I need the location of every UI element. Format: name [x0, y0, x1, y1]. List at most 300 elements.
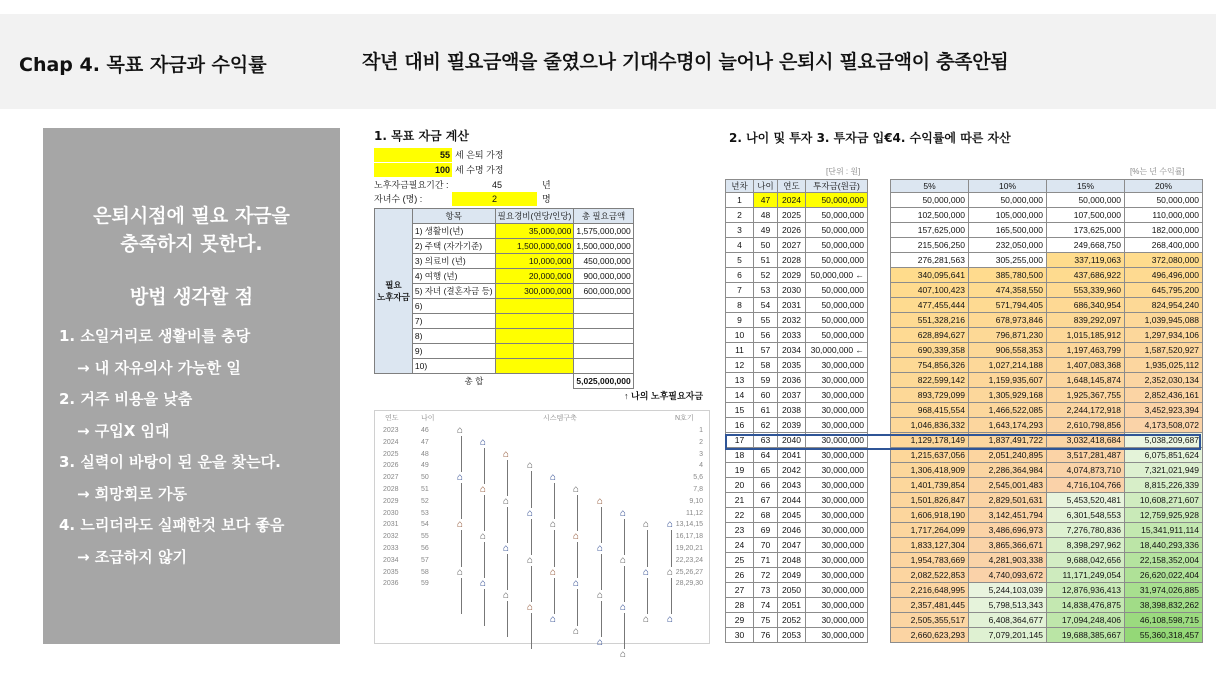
- side-list-item: → 구입X 임대: [77, 421, 170, 440]
- returns-cell: 5,244,103,039: [969, 583, 1047, 598]
- row-year-index: 11: [726, 343, 754, 358]
- returns-cell: 3,517,281,487: [1047, 448, 1125, 463]
- returns-cell: 18,440,293,336: [1125, 538, 1203, 553]
- required-item-total: 600,000,000: [574, 284, 633, 299]
- returns-cell: 7,321,021,949: [1125, 463, 1203, 478]
- returns-row: [891, 358, 1203, 373]
- required-item-name: 8): [412, 329, 495, 344]
- returns-cell: 2,244,172,918: [1047, 403, 1125, 418]
- row-year-index: 24: [726, 538, 754, 553]
- required-row: [375, 239, 634, 254]
- row-age: 74: [754, 598, 778, 613]
- row-age: 68: [754, 508, 778, 523]
- house-icon: ⌂: [503, 448, 510, 460]
- row-year: 2045: [778, 508, 806, 523]
- house-icon: ⌂: [573, 578, 580, 590]
- returns-cell: 754,856,326: [891, 358, 969, 373]
- returns-cell: 2,852,436,161: [1125, 388, 1203, 403]
- required-item-total: [574, 299, 633, 314]
- row-investment[interactable]: 30,000,000: [806, 448, 868, 463]
- returns-cell: 2,216,648,995: [891, 583, 969, 598]
- schedule-n: 7,8: [693, 486, 703, 493]
- returns-row: [891, 568, 1203, 583]
- returns-cell: 4,173,508,072: [1125, 418, 1203, 433]
- row-investment[interactable]: 30,000,000: [806, 628, 868, 643]
- investment-row: [726, 343, 868, 358]
- house-icon: ⌂: [527, 460, 534, 472]
- investment-row: [726, 463, 868, 478]
- investment-row: [726, 253, 868, 268]
- row-investment[interactable]: 30,000,000 ←: [806, 343, 868, 358]
- returns-cell: 11,171,249,054: [1047, 568, 1125, 583]
- house-icon: ⌂: [550, 613, 557, 625]
- investment-row: [726, 388, 868, 403]
- row-investment[interactable]: 30,000,000: [806, 418, 868, 433]
- returns-cell: 7,276,780,836: [1047, 523, 1125, 538]
- returns-cell: 14,838,476,875: [1047, 598, 1125, 613]
- investment-row: [726, 298, 868, 313]
- house-icon: ⌂: [573, 484, 580, 495]
- required-item-cost[interactable]: [495, 344, 574, 359]
- investment-row: [726, 238, 868, 253]
- row-age: 73: [754, 583, 778, 598]
- row-age: 59: [754, 373, 778, 388]
- returns-cell: 110,000,000: [1125, 208, 1203, 223]
- row-year-index: 20: [726, 478, 754, 493]
- row-year: 2043: [778, 478, 806, 493]
- row-investment[interactable]: 30,000,000: [806, 613, 868, 628]
- row-investment[interactable]: 30,000,000: [806, 568, 868, 583]
- row-year-index: 23: [726, 523, 754, 538]
- required-item-total: 1,575,000,000: [574, 224, 633, 239]
- returns-row: [891, 448, 1203, 463]
- returns-cell: 3,865,366,671: [969, 538, 1047, 553]
- investment-row: [726, 478, 868, 493]
- row-age: 61: [754, 403, 778, 418]
- row-investment[interactable]: 50,000,000: [806, 193, 868, 208]
- required-row: [375, 314, 634, 329]
- returns-cell: 102,500,000: [891, 208, 969, 223]
- returns-cell: 337,119,063: [1047, 253, 1125, 268]
- timeline-arrow: [601, 601, 602, 637]
- required-row: [375, 269, 634, 284]
- timeline-arrow: [461, 578, 462, 614]
- returns-cell: 249,668,750: [1047, 238, 1125, 253]
- investment-row: [726, 208, 868, 223]
- returns-cell: 107,500,000: [1047, 208, 1125, 223]
- returns-cell: 6,075,851,624: [1125, 448, 1203, 463]
- returns-cell: 645,795,200: [1125, 283, 1203, 298]
- returns-row: [891, 193, 1203, 208]
- schedule-n: 4: [699, 462, 703, 470]
- headline: 작년 대비 필요금액을 줄였으나 기대수명이 늘어나 은퇴시 필요금액이 충족안됨: [362, 51, 1009, 73]
- investment-row: [726, 448, 868, 463]
- row-year: 2040: [778, 433, 806, 448]
- returns-cell: 553,339,960: [1047, 283, 1125, 298]
- returns-cell: 50,000,000: [1125, 193, 1203, 208]
- row-investment[interactable]: 30,000,000: [806, 388, 868, 403]
- row-age: 67: [754, 493, 778, 508]
- required-item-cost[interactable]: 1,500,000,000: [495, 239, 574, 254]
- schedule-age: 51: [421, 486, 429, 493]
- row-year-index: 25: [726, 553, 754, 568]
- row-investment[interactable]: 50,000,000 ←: [806, 268, 868, 283]
- required-item-name: 2) 주택 (자가기준): [412, 239, 495, 254]
- returns-cell: 496,496,000: [1125, 268, 1203, 283]
- row-year: 2032: [778, 313, 806, 328]
- returns-cell: 822,599,142: [891, 373, 969, 388]
- returns-row: [891, 208, 1203, 223]
- goal-note: ↑ 나의 노후필요자금: [624, 391, 704, 401]
- schedule-age: 54: [421, 521, 429, 529]
- side-list-item: → 조급하지 않기: [77, 547, 187, 566]
- returns-cell: 268,400,000: [1125, 238, 1203, 253]
- schedule-col-n: N호기: [675, 415, 694, 422]
- row-age: 60: [754, 388, 778, 403]
- schedule-n: 19,20,21: [675, 545, 703, 552]
- row-age: 58: [754, 358, 778, 373]
- row-year: 2027: [778, 238, 806, 253]
- house-icon: ⌂: [527, 507, 534, 519]
- returns-cell: 4,740,093,672: [969, 568, 1047, 583]
- col-cost: 필요경비(연당/인당): [495, 209, 574, 224]
- row-age: 55: [754, 313, 778, 328]
- row-age: 52: [754, 268, 778, 283]
- schedule-n: 28,29,30: [675, 580, 703, 588]
- col-total: 총 필요금액: [574, 209, 633, 224]
- returns-cell: 3,142,451,794: [969, 508, 1047, 523]
- returns-cell: 2,610,798,856: [1047, 418, 1125, 433]
- row-year: 2049: [778, 568, 806, 583]
- schedule-age: 48: [421, 450, 429, 458]
- required-item-total: [574, 359, 633, 374]
- row-age: 50: [754, 238, 778, 253]
- row-investment[interactable]: 50,000,000: [806, 238, 868, 253]
- house-icon: ⌂: [643, 566, 650, 578]
- timeline-arrow: [461, 483, 462, 519]
- house-icon: ⌂: [620, 554, 627, 566]
- returns-row: [891, 433, 1203, 448]
- required-item-name: 1) 생활비(년): [412, 224, 495, 239]
- schedule-n: 13,14,15: [675, 521, 703, 529]
- house-icon: ⌂: [620, 602, 627, 613]
- returns-cell: 4,716,104,766: [1047, 478, 1125, 493]
- row-investment[interactable]: 50,000,000: [806, 328, 868, 343]
- row-investment[interactable]: 30,000,000: [806, 553, 868, 568]
- house-icon: ⌂: [503, 590, 510, 602]
- row-investment[interactable]: 50,000,000: [806, 208, 868, 223]
- required-row: [375, 329, 634, 344]
- investment-row: [726, 418, 868, 433]
- row-investment[interactable]: 30,000,000: [806, 523, 868, 538]
- investment-row: [726, 553, 868, 568]
- timeline-arrow: [531, 566, 532, 602]
- returns-row: [891, 328, 1203, 343]
- row-investment[interactable]: 50,000,000: [806, 313, 868, 328]
- row-year: 2050: [778, 583, 806, 598]
- returns-row: [891, 253, 1203, 268]
- required-item-cost[interactable]: 300,000,000: [495, 284, 574, 299]
- system-build-schedule: [374, 410, 710, 661]
- returns-row: [891, 298, 1203, 313]
- required-item-cost[interactable]: [495, 329, 574, 344]
- returns-row: [891, 508, 1203, 523]
- returns-cell: 3,032,418,684: [1047, 433, 1125, 448]
- returns-cell: 12,759,925,928: [1125, 508, 1203, 523]
- house-icon: ⌂: [550, 472, 557, 484]
- timeline-arrow: [577, 542, 578, 578]
- timeline-arrow: [647, 530, 648, 566]
- required-row: [375, 344, 634, 359]
- schedule-year: 2027: [383, 474, 399, 482]
- returns-row: [891, 583, 1203, 598]
- returns-cell: 571,794,405: [969, 298, 1047, 313]
- house-icon: ⌂: [573, 531, 580, 543]
- returns-cell: 105,000,000: [969, 208, 1047, 223]
- row-investment[interactable]: 30,000,000: [806, 583, 868, 598]
- required-item-name: 9): [412, 344, 495, 359]
- row-year: 2030: [778, 283, 806, 298]
- returns-cell: 19,688,385,667: [1047, 628, 1125, 643]
- schedule-year: 2035: [383, 568, 399, 576]
- returns-row: [891, 523, 1203, 538]
- returns-row: [891, 373, 1203, 388]
- investment-row: [726, 328, 868, 343]
- row-year: 2036: [778, 373, 806, 388]
- required-item-cost[interactable]: 35,000,000: [495, 224, 574, 239]
- returns-cell: 6,408,364,677: [969, 613, 1047, 628]
- retire-age[interactable]: 55: [374, 148, 452, 162]
- investment-col-header: 투자금(원금): [806, 180, 868, 193]
- house-icon: ⌂: [457, 472, 464, 484]
- col-item: 항목: [412, 209, 495, 224]
- row-year: 2044: [778, 493, 806, 508]
- returns-cell: 305,255,000: [969, 253, 1047, 268]
- investment-col-header: 나이: [754, 180, 778, 193]
- required-item-cost[interactable]: [495, 314, 574, 329]
- row-year-index: 29: [726, 613, 754, 628]
- returns-row: [891, 283, 1203, 298]
- investment-row: [726, 268, 868, 283]
- required-row: [375, 284, 634, 299]
- timeline-arrow: [624, 613, 625, 649]
- returns-cell: 5,798,513,343: [969, 598, 1047, 613]
- row-investment[interactable]: 30,000,000: [806, 433, 868, 448]
- returns-cell: 1,046,836,332: [891, 418, 969, 433]
- investment-row: [726, 538, 868, 553]
- returns-cell: 5,038,209,687: [1125, 433, 1203, 448]
- required-item-cost[interactable]: [495, 299, 574, 314]
- timeline-arrow: [624, 566, 625, 602]
- side-panel-list: [59, 321, 339, 573]
- returns-col-header: 5%: [891, 180, 969, 193]
- returns-cell: 3,486,696,973: [969, 523, 1047, 538]
- timeline-arrow: [554, 578, 555, 614]
- required-item-name: 7): [412, 314, 495, 329]
- row-investment[interactable]: 30,000,000: [806, 478, 868, 493]
- returns-cell: 1,039,945,088: [1125, 313, 1203, 328]
- returns-cell: 22,158,352,004: [1125, 553, 1203, 568]
- returns-cell: 50,000,000: [969, 193, 1047, 208]
- returns-cell: 1,833,127,304: [891, 538, 969, 553]
- required-item-cost[interactable]: 20,000,000: [495, 269, 574, 284]
- returns-cell: 2,505,355,517: [891, 613, 969, 628]
- row-investment[interactable]: 30,000,000: [806, 403, 868, 418]
- returns-row: [891, 238, 1203, 253]
- returns-cell: 46,108,598,715: [1125, 613, 1203, 628]
- row-investment[interactable]: 30,000,000: [806, 538, 868, 553]
- returns-cell: 173,625,000: [1047, 223, 1125, 238]
- returns-cell: 2,545,001,483: [969, 478, 1047, 493]
- timeline-arrow: [484, 448, 485, 484]
- row-age: 64: [754, 448, 778, 463]
- returns-cell: 1,643,174,293: [969, 418, 1047, 433]
- schedule-age: 52: [421, 497, 429, 505]
- schedule-age: 59: [421, 580, 429, 588]
- children-label: 자녀수 (명) :: [374, 194, 423, 204]
- timeline-arrow: [647, 578, 648, 614]
- returns-cell: 26,620,022,404: [1125, 568, 1203, 583]
- house-icon: ⌂: [457, 566, 464, 578]
- returns-cell: 2,286,364,984: [969, 463, 1047, 478]
- timeline-arrow: [601, 554, 602, 590]
- side-list-item: 3. 실력이 바탕이 된 운을 찾는다.: [59, 453, 281, 471]
- schedule-age: 58: [421, 568, 429, 576]
- house-icon: ⌂: [480, 578, 487, 590]
- row-investment[interactable]: 30,000,000: [806, 373, 868, 388]
- returns-cell: 1,401,739,854: [891, 478, 969, 493]
- returns-cell: 372,080,000: [1125, 253, 1203, 268]
- sum-value: 5,025,000,000: [574, 374, 633, 389]
- row-investment[interactable]: 30,000,000: [806, 493, 868, 508]
- returns-cell: 678,973,846: [969, 313, 1047, 328]
- timeline-arrow: [577, 589, 578, 625]
- returns-col-header: 15%: [1047, 180, 1125, 193]
- timeline-arrow: [671, 578, 672, 614]
- life-label: 세 수명 가정: [455, 165, 504, 175]
- row-investment[interactable]: 30,000,000: [806, 358, 868, 373]
- investment-row: [726, 628, 868, 643]
- returns-cell: 2,051,240,895: [969, 448, 1047, 463]
- row-year: 2046: [778, 523, 806, 538]
- schedule-col-age: 나이: [421, 415, 435, 422]
- timeline-arrow: [624, 519, 625, 555]
- schedule-year: 2029: [383, 497, 399, 505]
- side-list-item: → 내 자유의사 가능한 일: [77, 358, 241, 377]
- required-item-name: 5) 자녀 (결혼자금 등): [412, 284, 495, 299]
- investment-row: [726, 358, 868, 373]
- returns-cell: 407,100,423: [891, 283, 969, 298]
- retire-label: 세 은퇴 가정: [455, 150, 504, 160]
- row-year-index: 6: [726, 268, 754, 283]
- required-item-cost[interactable]: 10,000,000: [495, 254, 574, 269]
- row-year-index: 22: [726, 508, 754, 523]
- life-age[interactable]: 100: [374, 163, 452, 177]
- row-year-index: 27: [726, 583, 754, 598]
- schedule-year: 2033: [383, 545, 399, 552]
- row-year-index: 16: [726, 418, 754, 433]
- returns-cell: 31,974,026,885: [1125, 583, 1203, 598]
- schedule-n: 9,10: [689, 497, 703, 505]
- house-icon: ⌂: [620, 507, 627, 519]
- row-year: 2052: [778, 613, 806, 628]
- timeline-arrow: [461, 436, 462, 472]
- schedule-year: 2036: [383, 580, 399, 588]
- row-investment[interactable]: 50,000,000: [806, 253, 868, 268]
- children-value[interactable]: 2: [452, 192, 537, 206]
- returns-cell: 38,398,832,262: [1125, 598, 1203, 613]
- schedule-age: 56: [421, 545, 429, 552]
- house-icon: ⌂: [480, 436, 487, 448]
- schedule-year: 2030: [383, 509, 399, 517]
- returns-col-header: 10%: [969, 180, 1047, 193]
- row-investment[interactable]: 30,000,000: [806, 598, 868, 613]
- row-investment[interactable]: 30,000,000: [806, 463, 868, 478]
- schedule-age: 53: [421, 509, 429, 517]
- returns-cell: 1,837,491,722: [969, 433, 1047, 448]
- row-investment[interactable]: 50,000,000: [806, 283, 868, 298]
- chapter-title: Chap 4. 목표 자금과 수익률: [19, 54, 267, 76]
- returns-cell: 686,340,954: [1047, 298, 1125, 313]
- returns-cell: 1,197,463,799: [1047, 343, 1125, 358]
- investment-row: [726, 598, 868, 613]
- returns-cell: 9,688,042,656: [1047, 553, 1125, 568]
- row-age: 75: [754, 613, 778, 628]
- house-icon: ⌂: [667, 566, 674, 578]
- row-year-index: 3: [726, 223, 754, 238]
- period-label: 노후자금필요기간 :: [374, 180, 449, 190]
- house-icon: ⌂: [643, 519, 650, 531]
- timeline-arrow: [507, 507, 508, 543]
- house-icon: ⌂: [550, 519, 557, 531]
- investment-row: [726, 493, 868, 508]
- timeline-arrow: [531, 613, 532, 649]
- timeline-arrow: [601, 507, 602, 543]
- returns-cell: 690,339,358: [891, 343, 969, 358]
- row-year: 2035: [778, 358, 806, 373]
- sum-label: 총 합: [464, 376, 484, 387]
- returns-cell: 1,407,083,368: [1047, 358, 1125, 373]
- returns-cell: 2,660,623,293: [891, 628, 969, 643]
- row-investment[interactable]: 50,000,000: [806, 223, 868, 238]
- side-panel-title-line1: 은퇴시점에 필요 자금을: [93, 205, 290, 227]
- returns-cell: 55,360,318,457: [1125, 628, 1203, 643]
- row-year: 2039: [778, 418, 806, 433]
- row-investment[interactable]: 30,000,000: [806, 508, 868, 523]
- returns-cell: 50,000,000: [891, 193, 969, 208]
- returns-cell: 906,558,353: [969, 343, 1047, 358]
- required-side-label: [375, 209, 413, 374]
- returns-col-header: 20%: [1125, 180, 1203, 193]
- assets-title: 2. 나이 및 투자 3. 투자금 입€4. 수익률에 따른 자산: [729, 131, 1011, 145]
- returns-cell: 1,297,934,106: [1125, 328, 1203, 343]
- row-age: 65: [754, 463, 778, 478]
- row-investment[interactable]: 50,000,000: [806, 298, 868, 313]
- row-age: 54: [754, 298, 778, 313]
- side-list-item: → 희망회로 가동: [77, 484, 187, 503]
- schedule-n: 1: [699, 427, 703, 434]
- required-item-total: [574, 329, 633, 344]
- investment-row: [726, 403, 868, 418]
- returns-cell: 628,894,627: [891, 328, 969, 343]
- required-side-label-1: 필요: [385, 280, 402, 290]
- returns-cell: 1,305,929,168: [969, 388, 1047, 403]
- required-item-cost[interactable]: [495, 359, 574, 374]
- row-age: 72: [754, 568, 778, 583]
- house-icon: ⌂: [480, 531, 487, 543]
- timeline-arrow: [507, 460, 508, 496]
- row-year-index: 15: [726, 403, 754, 418]
